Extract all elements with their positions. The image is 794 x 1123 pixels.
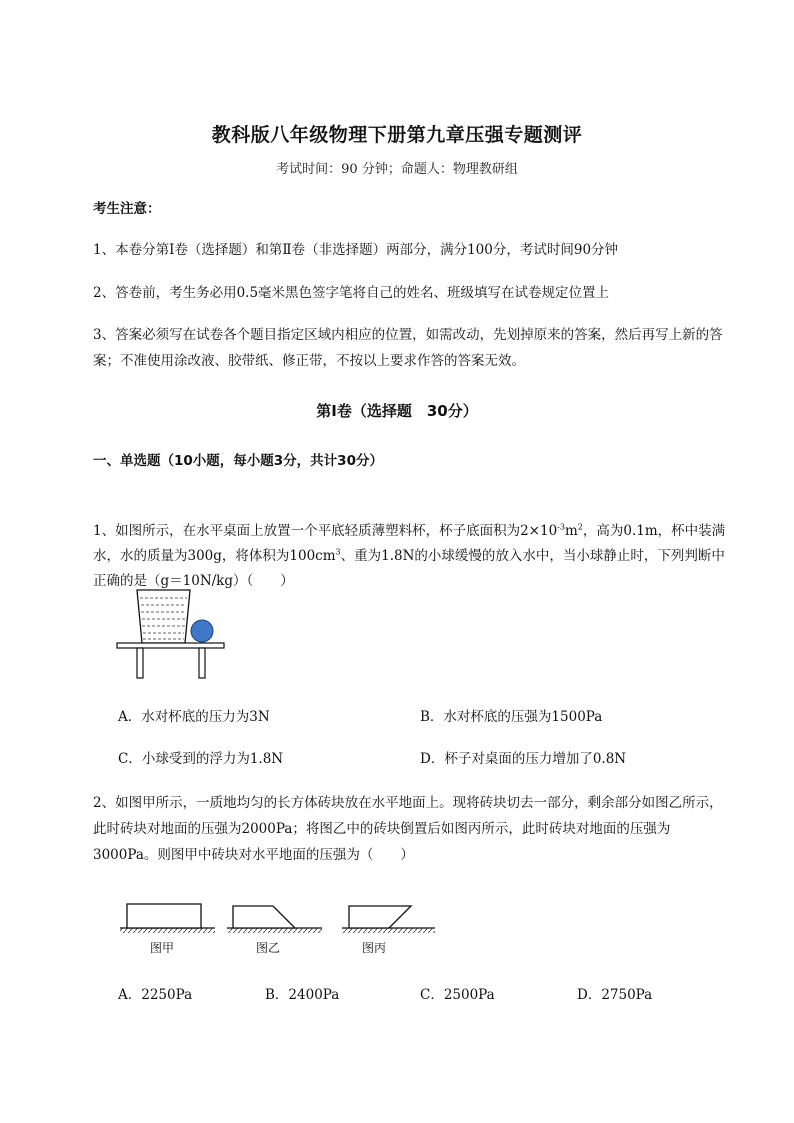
- figure-label-bing: 图丙: [362, 941, 387, 955]
- figure-bing: [342, 906, 435, 933]
- question-1-option-b[interactable]: B．水对杯底的压强为1500Pa: [420, 709, 603, 725]
- notice-item-1: 1、本卷分第Ⅰ卷（选择题）和第Ⅱ卷（非选择题）两部分，满分100分，考试时间90分钟: [93, 242, 619, 258]
- question-2-option-c[interactable]: C．2500Pa: [420, 987, 495, 1003]
- figure-label-jia: 图甲: [150, 941, 175, 955]
- question-2-option-a[interactable]: A．2250Pa: [118, 987, 193, 1003]
- brick-figures: [115, 895, 445, 963]
- question-2-option-b[interactable]: B．2400Pa: [265, 987, 340, 1003]
- question-1-option-d[interactable]: D．杯子对桌面的压力增加了0.8N: [420, 751, 627, 767]
- figure-label-yi: 图乙: [256, 941, 281, 955]
- question-1-option-c[interactable]: C．小球受到的浮力为1.8N: [118, 751, 284, 767]
- notice-heading: 考生注意：: [93, 201, 161, 217]
- question-2-option-d[interactable]: D．2750Pa: [577, 987, 653, 1003]
- question-1-option-a[interactable]: A．水对杯底的压力为3N: [118, 709, 270, 725]
- part-heading: 一、单选题（10小题，每小题3分，共计30分）: [93, 453, 383, 469]
- question-1-text: 1、如图所示，在水平桌面上放置一个平底轻质薄塑料杯，杯子底面积为$2\times 10^{-3}m^2$，高为0.1m，杯中装满水，水的质量为300g，将体积为$100cm^3$、重为1.8N的小球缓慢的放入水中，当小球静止时，下列判断中正确的是（g＝10N/kg）（ ）: [93, 522, 726, 589]
- exam-info: 考试时间：90 分钟；命题人：物理教研组: [276, 162, 518, 177]
- question-2-text: 2、如图甲所示，一质地均匀的长方体砖块放在水平地面上。现将砖块切去一部分，剩余部分如图乙所示，此时砖块对地面的压强为2000Pa；将图乙中的砖块倒置后如图丙所示，此时砖块对地面的压强为3000Pa。则图甲中砖块对水平地面的压强为（ ）: [93, 795, 723, 863]
- page-title: 教科版八年级物理下册第九章压强专题测评: [211, 124, 583, 146]
- notice-item-2: 2、答卷前，考生务必用0.5毫米黑色签字笔将自己的姓名、班级填写在试卷规定位置上: [93, 285, 610, 301]
- figure-yi: [227, 906, 322, 933]
- section-title: 第Ⅰ卷（选择题 30分）: [316, 402, 478, 420]
- notice-item-3: 3、答案必须写在试卷各个题目指定区域内相应的位置，如需改动，先划掉原来的答案，然后再写上新的答案；不准使用涂改液、胶带纸、修正带，不按以上要求作答的答案无效。: [93, 327, 723, 369]
- cup-on-table-figure: [110, 585, 235, 685]
- figure-jia: [120, 904, 215, 933]
